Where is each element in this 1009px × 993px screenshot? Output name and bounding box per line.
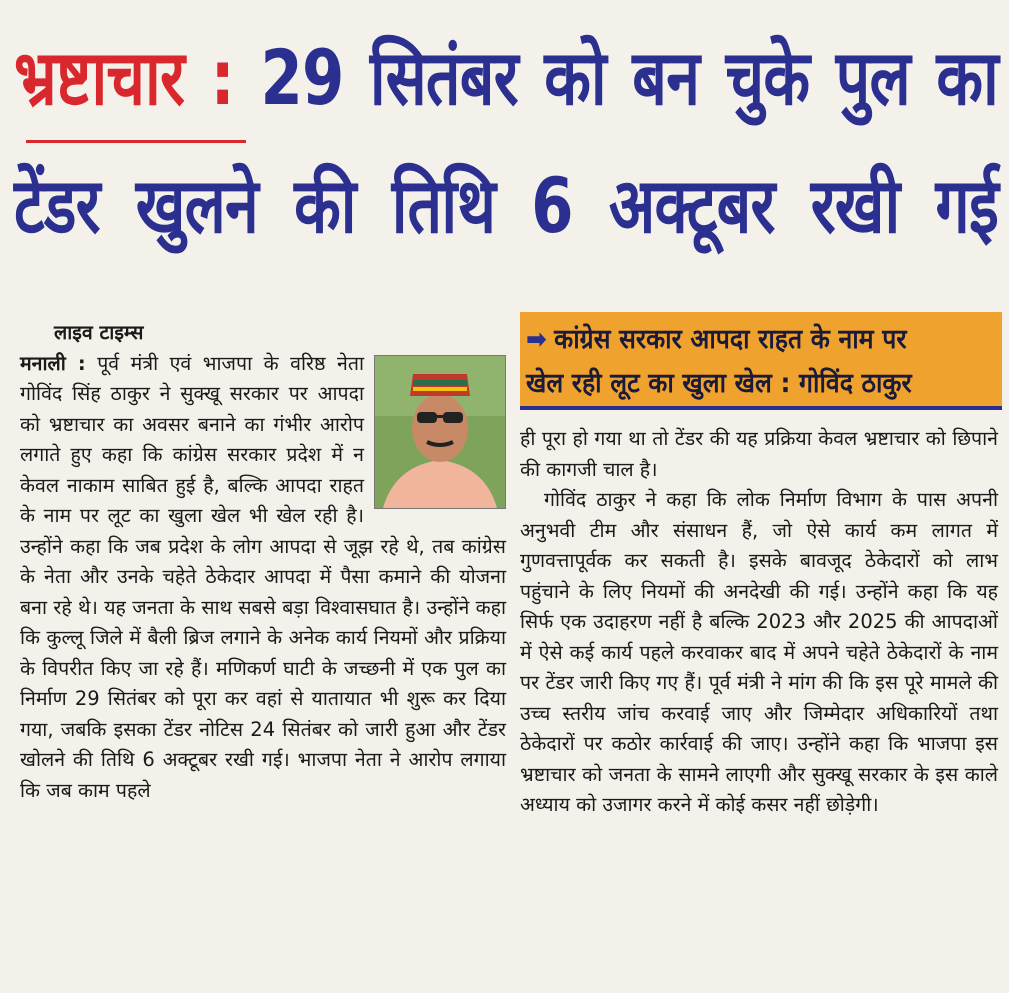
left-paragraph-1: पूर्व मंत्री एवं भाजपा के वरिष्ठ नेता गोविंद सिंह ठाकुर ने सुक्खू सरकार पर आपदा को भ्रष्टाचार का अवसर बनाने का गंभीर आरोप लगाते हुए कहा कि कांग्रेस सरकार प्रदेश में न केवल नाकाम साबित हुई है, बल्कि आपदा राहत के नाम पर लूट का खुला खेल भी खेल रही है। उन्होंने कहा कि जब प्रदेश के लोग आपदा से जूझ रहे थे, तब कांग्रेस के नेता और उनके चहेते ठेकेदार आपदा में पैसा कमाने की योजना बना रहे थे। यह जनता के साथ सबसे बड़ा विश्वासघात है। उन्होंने कहा कि कुल्लू जिले में बैली ब्रिज लगाने के अनेक कार्य नियमों और प्रक्रिया के विपरीत किए जा रहे हैं। मणिकर्ण घाटी के जच्छनी में एक पुल का निर्माण 29 सितंबर को पूरा कर वहां से यातायात भी शुरू कर दिया गया, जबकि इसका टेंडर नोटिस 24 सितंबर को जारी हुआ और टेंडर खोलने की तिथि 6 अक्टूबर रखी गई। भाजपा नेता ने आरोप लगाया कि जब काम पहले	[20, 351, 506, 802]
subhead-line-2: खेल रही लूट का खुला खेल : गोविंद ठाकुर	[526, 368, 912, 399]
headline-kicker: भ्रष्टाचार :	[14, 33, 234, 122]
dateline: मनाली :	[20, 351, 86, 375]
left-column	[20, 318, 506, 806]
right-paragraph-2: गोविंद ठाकुर ने कहा कि लोक निर्माण विभाग के पास अपनी अनुभवी टीम और संसाधन हैं, जो ऐसे कार्य कम लागत में गुणवत्तापूर्वक कर सकती है। इसके बावजूद ठेकेदारों को लाभ पहुंचाने के लिए नियमों की अनदेखी की गई। उन्होंने कहा कि यह सिर्फ एक उदाहरण नहीं है बल्कि 2023 और 2025 की आपदाओं में ऐसे कई कार्य पहले करवाकर बाद में अपने चहेते ठेकेदारों के नाम पर टेंडर जारी किए गए हैं। पूर्व मंत्री ने मांग की कि इस पूरे मामले की उच्च स्तरीय जांच करवाई जाए और जिम्मेदार अधिकारियों तथा ठेकेदारों पर कठोर कार्रवाई की जाए। उन्होंने कहा कि भाजपा इस भ्रष्टाचार को जनता के सामने लाएगी और सुक्खू सरकार के इस काले अध्याय को उजागर करने में कोई कसर नहीं छोड़ेगी।	[520, 488, 998, 816]
right-column	[520, 424, 998, 821]
right-paragraph-1: ही पूरा हो गया था तो टेंडर की यह प्रक्रिया केवल भ्रष्टाचार को छिपाने की कागजी चाल है।	[520, 427, 998, 481]
portrait-illustration	[375, 356, 505, 508]
headline-text-1: 29 सितंबर को बन चुके पुल का	[260, 33, 998, 122]
kicker-underline	[26, 140, 246, 143]
portrait-photo	[374, 355, 506, 509]
headline-line-2: टेंडर खुलने की तिथि 6 अक्टूबर रखी गई	[14, 161, 998, 250]
arrow-right-icon: ➡	[526, 324, 547, 355]
headline-line-1	[14, 14, 998, 142]
subhead-line-1	[526, 318, 958, 362]
subheadline-box	[520, 312, 1002, 410]
subhead-text-1: कांग्रेस सरकार आपदा राहत के नाम पर	[554, 324, 907, 355]
byline: लाइव टाइम्स	[54, 321, 144, 344]
